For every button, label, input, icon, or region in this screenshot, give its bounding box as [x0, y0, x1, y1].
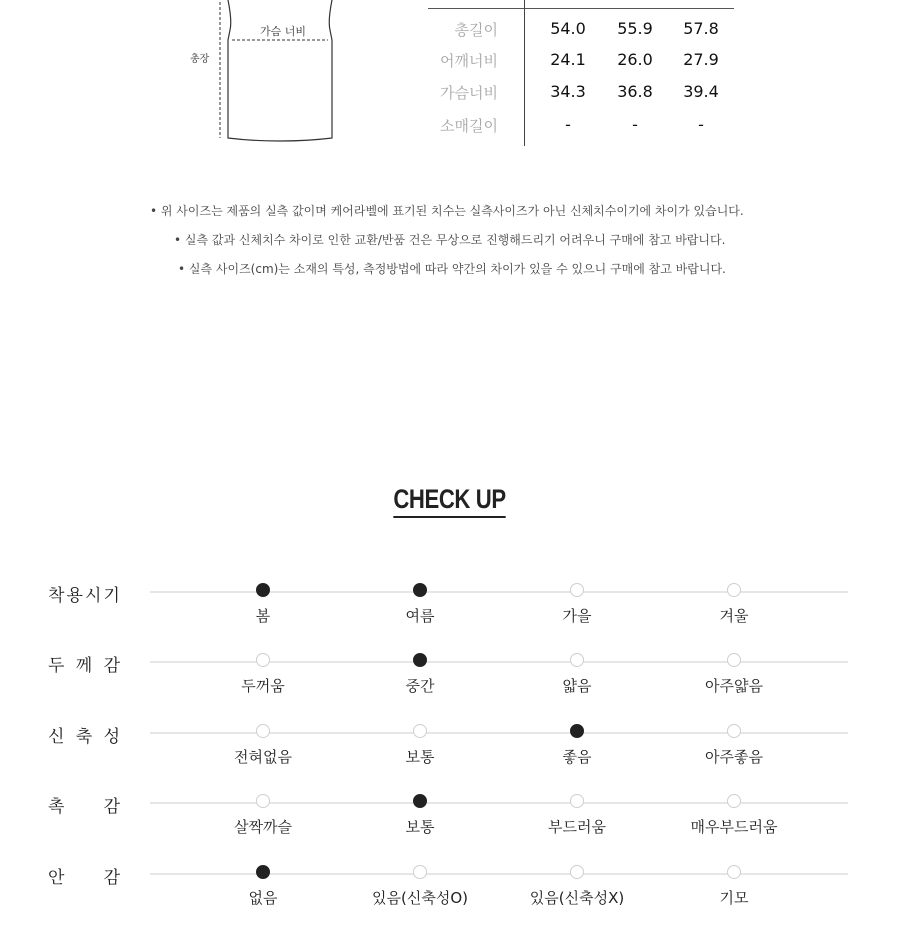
tank-top-outline	[228, 0, 332, 141]
unselected-dot-icon[interactable]	[727, 653, 741, 667]
check-up-title-text: CHECK UP	[394, 484, 506, 518]
check-row-label	[48, 722, 120, 747]
check-option[interactable]	[507, 653, 647, 696]
chest-width-label: 가슴 너비	[260, 25, 307, 38]
check-row	[0, 586, 900, 661]
selected-dot-icon[interactable]	[256, 865, 270, 879]
check-option-label: 얇음	[562, 677, 592, 695]
check-option[interactable]	[350, 794, 490, 837]
check-option-label: 살짝까슬	[234, 818, 292, 836]
selected-dot-icon[interactable]	[413, 583, 427, 597]
check-row-label-char: 께	[75, 656, 93, 676]
check-option-label: 두꺼움	[241, 677, 285, 695]
unselected-dot-icon[interactable]	[570, 653, 584, 667]
check-option-label: 매우부드러움	[690, 818, 778, 836]
size-row	[428, 112, 738, 136]
check-row-label-char: 축	[75, 727, 93, 747]
check-option-label: 여름	[405, 607, 435, 625]
size-cell: 54.0	[550, 19, 586, 38]
check-option-label: 기모	[719, 889, 749, 907]
check-option-label: 겨울	[719, 607, 749, 625]
check-row	[0, 797, 900, 872]
check-option[interactable]	[664, 724, 804, 767]
check-row-label-char: 두	[48, 656, 65, 676]
check-option[interactable]	[507, 724, 647, 767]
check-option[interactable]	[664, 794, 804, 837]
size-cell: 57.8	[683, 19, 719, 38]
size-cell: 55.9	[617, 19, 653, 38]
check-option-label: 있음(신축성O)	[372, 889, 468, 907]
unselected-dot-icon[interactable]	[727, 724, 741, 738]
check-option[interactable]	[350, 653, 490, 696]
size-cell: -	[698, 115, 704, 134]
note-2: • 실측 값과 신체치수 차이로 인한 교환/반품 건은 무상으로 진행해드리기 어려우니 구매에 참고 바랍니다.	[174, 233, 726, 247]
selected-dot-icon[interactable]	[570, 724, 584, 738]
check-row-label-char: 용	[66, 586, 83, 606]
check-row-label	[48, 581, 120, 606]
size-cell: 24.1	[550, 50, 586, 69]
check-option-label: 봄	[255, 607, 271, 625]
check-row	[0, 868, 900, 943]
size-cell: 27.9	[683, 50, 719, 69]
check-row-label-char: 감	[103, 868, 120, 888]
check-option[interactable]	[507, 794, 647, 837]
unselected-dot-icon[interactable]	[570, 865, 584, 879]
total-length-label: 총장	[190, 54, 210, 65]
check-row	[0, 727, 900, 802]
size-row	[428, 79, 738, 103]
check-row-label-char: 성	[103, 727, 120, 747]
unselected-dot-icon[interactable]	[256, 653, 270, 667]
unselected-dot-icon[interactable]	[727, 865, 741, 879]
size-row-label: 소매길이	[440, 117, 498, 135]
check-row-label-char: 기	[103, 586, 120, 606]
check-option-label: 아주얇음	[705, 677, 763, 695]
check-row-label-char: 신	[48, 727, 65, 747]
check-option[interactable]	[193, 724, 333, 767]
unselected-dot-icon[interactable]	[413, 865, 427, 879]
check-option-label: 부드러움	[548, 818, 606, 836]
check-option[interactable]	[193, 865, 333, 908]
table-header-rule	[428, 8, 734, 9]
unselected-dot-icon[interactable]	[570, 583, 584, 597]
unselected-dot-icon[interactable]	[727, 794, 741, 808]
check-row-label-char: 감	[103, 797, 120, 817]
check-option-label: 가을	[562, 607, 592, 625]
size-row	[428, 47, 738, 71]
check-option[interactable]	[193, 583, 333, 626]
check-option-label: 아주좋음	[705, 748, 763, 766]
check-row-label	[48, 792, 120, 817]
size-cell: 34.3	[550, 82, 586, 101]
size-cell: 26.0	[617, 50, 653, 69]
unselected-dot-icon[interactable]	[727, 583, 741, 597]
check-row	[0, 656, 900, 731]
check-option[interactable]	[507, 583, 647, 626]
check-option-label: 좋음	[562, 748, 592, 766]
check-option-label: 보통	[405, 818, 435, 836]
check-option[interactable]	[664, 653, 804, 696]
unselected-dot-icon[interactable]	[256, 794, 270, 808]
check-row-label-char: 촉	[48, 797, 65, 817]
check-option-label: 보통	[405, 748, 435, 766]
check-row-label-char: 안	[48, 868, 65, 888]
check-option[interactable]	[664, 865, 804, 908]
check-up-title	[0, 484, 900, 518]
check-option[interactable]	[507, 865, 647, 908]
check-option[interactable]	[193, 653, 333, 696]
size-row-label: 어깨너비	[440, 52, 498, 70]
check-option-label: 중간	[405, 677, 435, 695]
check-row-label-char: 시	[85, 586, 102, 606]
unselected-dot-icon[interactable]	[570, 794, 584, 808]
unselected-dot-icon[interactable]	[256, 724, 270, 738]
check-option[interactable]	[350, 583, 490, 626]
check-row-label-char: 착	[48, 586, 65, 606]
check-option[interactable]	[193, 794, 333, 837]
size-cell: -	[632, 115, 638, 134]
check-option-label: 없음	[248, 889, 278, 907]
size-row	[428, 16, 738, 40]
check-option[interactable]	[664, 583, 804, 626]
size-cell: 36.8	[617, 82, 653, 101]
size-cell: 39.4	[683, 82, 719, 101]
selected-dot-icon[interactable]	[413, 653, 427, 667]
selected-dot-icon[interactable]	[413, 794, 427, 808]
size-cell: -	[565, 115, 571, 134]
note-3: • 실측 사이즈(cm)는 소재의 특성, 측정방법에 따라 약간의 차이가 있을 수 있으니 구매에 참고 바랍니다.	[178, 262, 726, 276]
unselected-dot-icon[interactable]	[413, 724, 427, 738]
check-option-label: 전혀없음	[234, 748, 292, 766]
check-option[interactable]	[350, 865, 490, 908]
check-option[interactable]	[350, 724, 490, 767]
selected-dot-icon[interactable]	[256, 583, 270, 597]
check-row-label	[48, 651, 120, 676]
check-row-label	[48, 863, 120, 888]
size-row-label: 총길이	[454, 21, 498, 39]
check-row-label-char: 감	[103, 656, 120, 676]
size-row-label: 가슴너비	[440, 84, 498, 102]
check-option-label: 있음(신축성X)	[529, 889, 625, 907]
note-1: • 위 사이즈는 제품의 실측 값이며 케어라벨에 표기된 치수는 실측사이즈가 아닌 신체치수이기에 차이가 있습니다.	[150, 204, 744, 218]
